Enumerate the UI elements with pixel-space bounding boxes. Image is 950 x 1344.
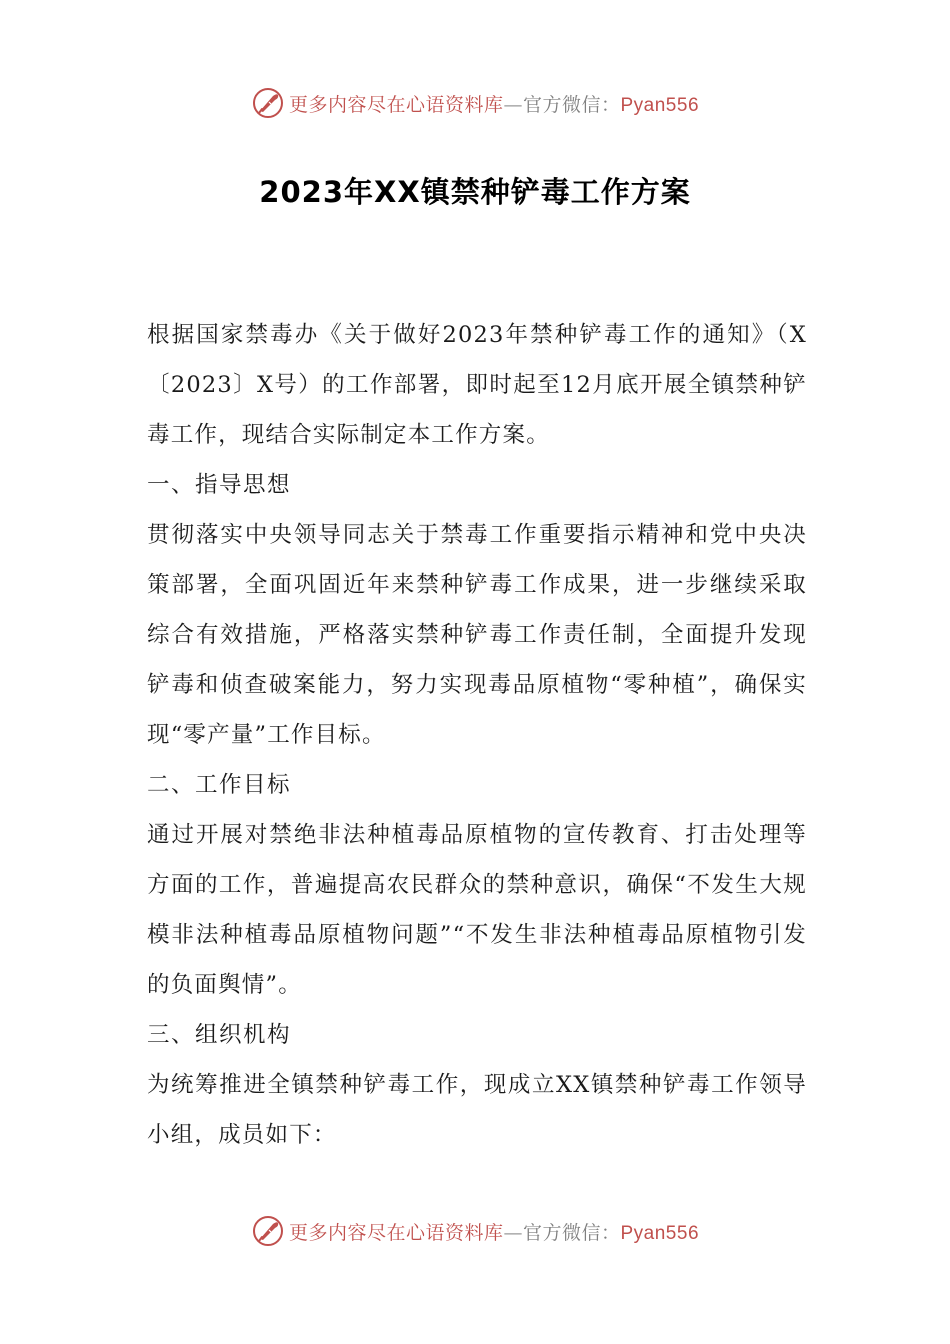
header-watermark-banner: [0, 83, 950, 123]
watermark-wechat-id: Pyan556: [620, 94, 700, 116]
section-heading-work-goals: 二、工作目标: [147, 772, 292, 798]
watermark-text-part2: 官方微信：: [522, 93, 621, 116]
footer-watermark-banner: [0, 1211, 950, 1251]
intro-paragraph: 根据国家禁毒办《关于做好2023年禁种铲毒工作的通知》（X〔2023〕X号）的工作部署，即时起至12月底开展全镇禁种铲毒工作，现结合实际制定本工作方案。: [147, 322, 807, 448]
watermark-text: [289, 1218, 699, 1245]
watermark-text-part2: 官方微信：: [522, 1221, 621, 1244]
document-body: [147, 310, 807, 1160]
work-goals-paragraph: 通过开展对禁绝非法种植毒品原植物的宣传教育、打击处理等方面的工作，普遍提高农民群众的禁种意识，确保“不发生大规模非法种植毒品原植物问题”“不发生非法种植毒品原植物引发的负面舆情”。: [147, 822, 807, 998]
watermark-dash: —: [503, 93, 523, 116]
watermark-dash: —: [503, 1221, 523, 1244]
document-title: 2023年XX镇禁种铲毒工作方案: [259, 175, 691, 209]
section-heading-organization: 三、组织机构: [147, 1022, 292, 1048]
watermark-text-part1: 更多内容尽在心语资料库: [288, 1221, 504, 1244]
guiding-thought-paragraph: 贯彻落实中央领导同志关于禁毒工作重要指示精神和党中央决策部署，全面巩固近年来禁种铲毒工作成果，进一步继续采取综合有效措施，严格落实禁种铲毒工作责任制，全面提升发现铲毒和侦查破案能力，努力实现毒品原植物“零种植”，确保实现“零产量”工作目标。: [147, 522, 807, 748]
quill-pen-logo-icon: [251, 1214, 285, 1248]
section-heading-guiding-thought: 一、指导思想: [147, 472, 292, 498]
organization-paragraph: 为统筹推进全镇禁种铲毒工作，现成立XX镇禁种铲毒工作领导小组，成员如下：: [147, 1072, 807, 1148]
watermark-text: [289, 90, 699, 117]
watermark-text-part1: 更多内容尽在心语资料库: [288, 93, 504, 116]
watermark-wechat-id: Pyan556: [620, 1222, 700, 1244]
quill-pen-logo-icon: [251, 86, 285, 120]
